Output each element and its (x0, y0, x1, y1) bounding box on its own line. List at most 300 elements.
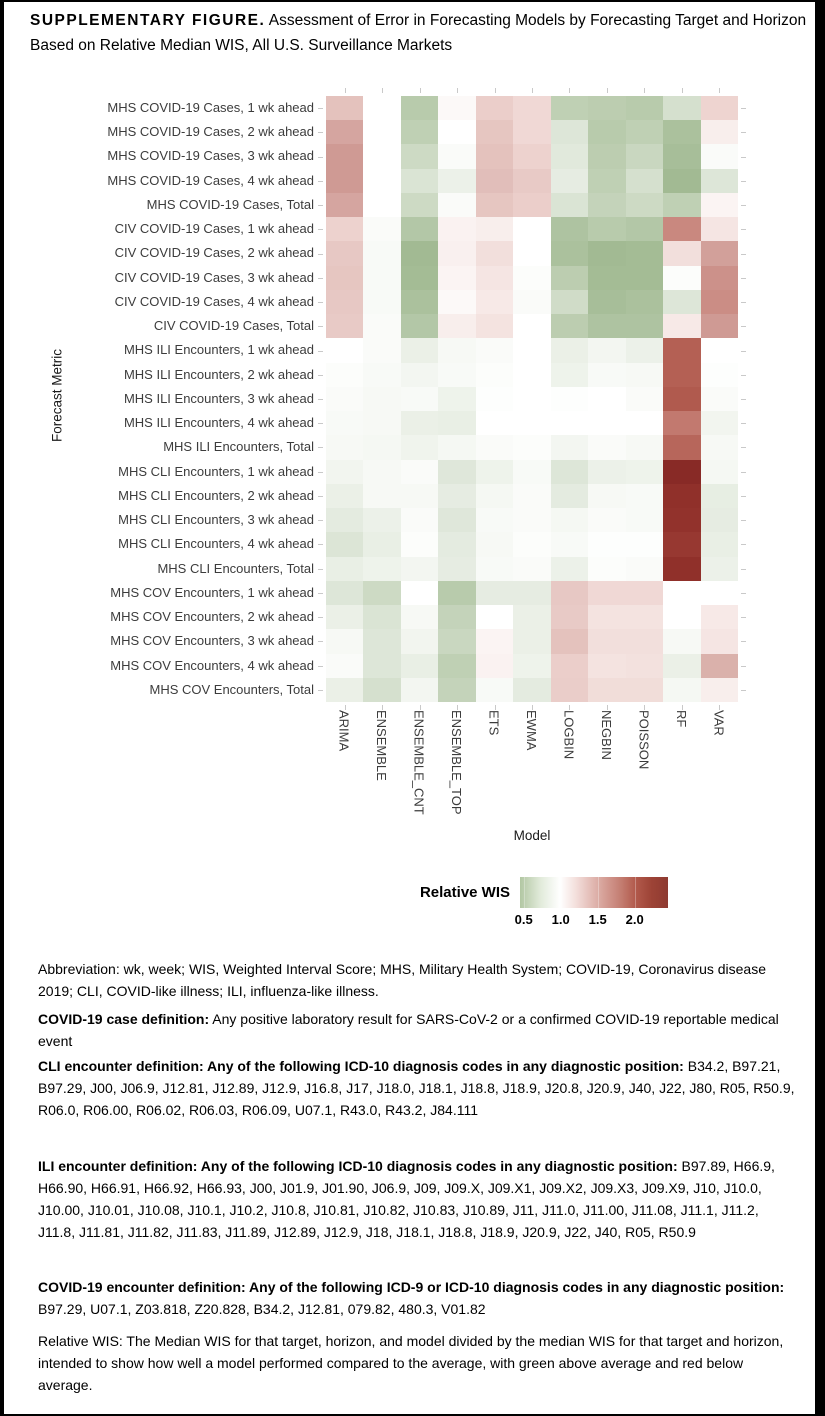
heatmap-cell (701, 581, 739, 606)
heatmap-cell (363, 266, 401, 291)
heatmap-cell (551, 169, 589, 194)
heatmap-cell (626, 314, 664, 339)
heatmap-cell (363, 581, 401, 606)
figure-title-text: Assessment of Error in Forecasting Models by Forecasting Target and Horizon Based on Relative Median WIS, All U.S. Surveillance Markets (30, 12, 807, 54)
heatmap-cell (588, 266, 626, 291)
axis-tick (318, 447, 323, 448)
heatmap-cell (326, 654, 364, 679)
heatmap-cell (513, 484, 551, 509)
note-text: B97.29, U07.1, Z03.818, Z20.828, B34.2, J12.81, 079.82, 480.3, V01.82 (38, 1301, 486, 1317)
axis-tick (741, 496, 746, 497)
heatmap-cell (701, 654, 739, 679)
heatmap-cell (476, 314, 514, 339)
heatmap-cell (326, 96, 364, 121)
column-label: ARIMA (336, 710, 352, 752)
heatmap-cell (326, 678, 364, 703)
heatmap-cell (438, 363, 476, 388)
column-label: RF (673, 710, 689, 728)
heatmap-cell (513, 266, 551, 291)
heatmap-cell (551, 629, 589, 654)
column-label: ETS (486, 710, 502, 736)
note-text: Any positive laboratory result for SARS-CoV-2 or a confirmed COVID-19 reportable medical event (38, 1011, 779, 1049)
heatmap-cell (701, 266, 739, 291)
heatmap-cell (626, 484, 664, 509)
heatmap-cell (701, 241, 739, 266)
axis-tick (741, 375, 746, 376)
heatmap-cell (513, 363, 551, 388)
heatmap-cell (626, 605, 664, 630)
heatmap-cell (513, 144, 551, 169)
heatmap-cell (663, 411, 701, 436)
heatmap-cell (551, 338, 589, 363)
row-label: CIV COVID-19 Cases, 2 wk ahead (114, 245, 314, 261)
heatmap-cell (626, 169, 664, 194)
heatmap-cell (663, 241, 701, 266)
heatmap-cell (588, 193, 626, 218)
axis-tick (607, 705, 608, 710)
note-bold-lead: ILI encounter definition: Any of the following ICD-10 diagnosis codes in any diagnostic position: (38, 1158, 678, 1174)
heatmap-cell (588, 435, 626, 460)
heatmap-cell (663, 217, 701, 242)
heatmap-cell (588, 169, 626, 194)
heatmap-cell (476, 169, 514, 194)
heatmap-cell (401, 241, 439, 266)
heatmap-cell (626, 678, 664, 703)
heatmap-cell (363, 532, 401, 557)
note-bold-lead: COVID-19 encounter definition: Any of the following ICD-9 or ICD-10 diagnosis codes in any diagnostic position: (38, 1279, 785, 1295)
axis-tick (318, 302, 323, 303)
heatmap-cell (363, 605, 401, 630)
axis-tick (741, 254, 746, 255)
heatmap-cell (663, 605, 701, 630)
row-label: MHS COV Encounters, 1 wk ahead (110, 584, 314, 600)
heatmap-cell (588, 96, 626, 121)
heatmap-cell (588, 363, 626, 388)
heatmap-cell (326, 508, 364, 533)
heatmap-cell (513, 460, 551, 485)
heatmap-cell (513, 532, 551, 557)
note-text: B97.89, H66.9, H66.90, H66.91, H66.92, H66.93, J00, J01.9, J01.90, J06.9, J09, J09.X, J09.X1, J09.X2, J09.X3, J09.X9, J10, J10.0, J10.00, J10.01, J10.08, J10.1, J10.2, J10.8, J10.81, J10.82, J10.83, J10.89, J11, J11.0, J11.00, J11.08, J11.1, J11.2, J11.8, J11.81, J11.82, J11.83, J11.89, J12.89, J12.9, J18, J18.1, J18.8, J18.9, J20.9, J22, J40, R05, R50.9 (38, 1158, 775, 1240)
heatmap-cell (626, 266, 664, 291)
axis-tick (682, 705, 683, 710)
heatmap-cell (476, 120, 514, 145)
heatmap-cell (551, 266, 589, 291)
heatmap-cell (476, 532, 514, 557)
heatmap-cell (626, 338, 664, 363)
heatmap-cell (551, 605, 589, 630)
heatmap-cell (476, 338, 514, 363)
axis-tick (318, 399, 323, 400)
heatmap-cell (551, 314, 589, 339)
heatmap-cell (476, 435, 514, 460)
heatmap-cell (476, 363, 514, 388)
scan-edge-top (0, 0, 825, 2)
axis-tick (741, 666, 746, 667)
row-label: MHS CLI Encounters, 1 wk ahead (118, 463, 314, 479)
row-label: MHS COVID-19 Cases, 3 wk ahead (107, 148, 314, 164)
row-label: MHS CLI Encounters, 4 wk ahead (118, 536, 314, 552)
heatmap-cell (626, 654, 664, 679)
column-label: ENSEMBLE (374, 710, 390, 781)
axis-tick (741, 157, 746, 158)
heatmap-cell (476, 411, 514, 436)
column-label: ENSEMBLE_CNT (411, 710, 427, 815)
heatmap-cell (663, 120, 701, 145)
heatmap-cell (663, 266, 701, 291)
scan-edge-right (815, 0, 825, 1416)
heatmap-cell (701, 532, 739, 557)
heatmap-cell (438, 120, 476, 145)
column-label: POISSON (636, 710, 652, 770)
axis-tick (318, 569, 323, 570)
heatmap-cell (363, 484, 401, 509)
heatmap-cell (476, 266, 514, 291)
heatmap-cell (663, 484, 701, 509)
heatmap-cell (626, 557, 664, 582)
axis-tick (318, 108, 323, 109)
heatmap-cell (476, 508, 514, 533)
row-label: MHS COV Encounters, 2 wk ahead (110, 609, 314, 625)
axis-tick (382, 705, 383, 710)
axis-tick (318, 666, 323, 667)
heatmap-cell (663, 290, 701, 315)
heatmap-cell (401, 460, 439, 485)
heatmap-cell (326, 290, 364, 315)
axis-tick (741, 326, 746, 327)
heatmap-cell (363, 678, 401, 703)
heatmap-cell (551, 435, 589, 460)
axis-tick (318, 326, 323, 327)
note-text: Relative WIS: The Median WIS for that target, horizon, and model divided by the median WIS for that target and horizon, intended to show how well a model performed compared to the average, with green above average and red below average. (38, 1333, 784, 1393)
heatmap-cell (701, 314, 739, 339)
heatmap-cell (363, 363, 401, 388)
heatmap-cell (513, 387, 551, 412)
heatmap-cell (401, 290, 439, 315)
heatmap-cell (476, 290, 514, 315)
heatmap-cell (663, 508, 701, 533)
heatmap-cell (551, 96, 589, 121)
axis-tick (644, 88, 645, 93)
heatmap-cell (513, 193, 551, 218)
heatmap-cell (626, 96, 664, 121)
heatmap-cell (551, 193, 589, 218)
axis-tick (532, 88, 533, 93)
heatmap-cell (701, 678, 739, 703)
heatmap-cell (326, 338, 364, 363)
heatmap-cell (476, 605, 514, 630)
row-label: MHS CLI Encounters, Total (157, 560, 314, 576)
heatmap-cell (401, 120, 439, 145)
axis-tick (457, 88, 458, 93)
heatmap-grid (326, 96, 738, 702)
axis-tick (644, 705, 645, 710)
axis-tick (318, 181, 323, 182)
axis-tick (318, 229, 323, 230)
heatmap-cell (513, 338, 551, 363)
heatmap-cell (663, 629, 701, 654)
heatmap-cell (326, 557, 364, 582)
heatmap-cell (438, 557, 476, 582)
heatmap-cell (588, 557, 626, 582)
axis-tick (382, 88, 383, 93)
heatmap-cell (438, 266, 476, 291)
row-label: MHS ILI Encounters, 4 wk ahead (123, 415, 314, 431)
heatmap-cell (401, 96, 439, 121)
heatmap-cell (438, 484, 476, 509)
heatmap-cell (588, 629, 626, 654)
heatmap-cell (513, 605, 551, 630)
heatmap-cell (363, 144, 401, 169)
heatmap-cell (588, 581, 626, 606)
axis-tick (318, 423, 323, 424)
heatmap-cell (326, 435, 364, 460)
heatmap-cell (476, 460, 514, 485)
axis-tick (741, 302, 746, 303)
heatmap-cell (401, 363, 439, 388)
heatmap-cell (701, 557, 739, 582)
heatmap-cell (438, 314, 476, 339)
heatmap-cell (438, 193, 476, 218)
column-label: NEGBIN (598, 710, 614, 760)
heatmap-cell (438, 435, 476, 460)
axis-tick (682, 88, 683, 93)
note-paragraph (38, 958, 795, 1002)
heatmap-cell (701, 217, 739, 242)
heatmap-cell (513, 557, 551, 582)
heatmap-cell (363, 460, 401, 485)
heatmap-cell (663, 532, 701, 557)
heatmap-cell (551, 144, 589, 169)
heatmap-cell (476, 96, 514, 121)
heatmap-cell (513, 120, 551, 145)
heatmap-cell (551, 484, 589, 509)
heatmap-cell (513, 581, 551, 606)
axis-tick (741, 423, 746, 424)
heatmap-cell (551, 120, 589, 145)
heatmap-cell (363, 557, 401, 582)
heatmap-cell (401, 508, 439, 533)
heatmap-cell (551, 508, 589, 533)
heatmap-cell (363, 290, 401, 315)
heatmap-cell (551, 411, 589, 436)
heatmap-cell (401, 217, 439, 242)
heatmap-cell (401, 678, 439, 703)
heatmap-cell (551, 387, 589, 412)
axis-tick (318, 351, 323, 352)
heatmap-cell (438, 144, 476, 169)
heatmap-cell (438, 508, 476, 533)
heatmap-cell (626, 629, 664, 654)
note-paragraph (38, 1155, 795, 1243)
axis-tick (532, 705, 533, 710)
legend-tick-mark (598, 877, 600, 908)
row-label: MHS COV Encounters, 4 wk ahead (110, 657, 314, 673)
row-label: MHS COVID-19 Cases, Total (146, 196, 314, 212)
row-label: CIV COVID-19 Cases, 1 wk ahead (114, 221, 314, 237)
axis-tick (741, 351, 746, 352)
heatmap-cell (363, 120, 401, 145)
axis-tick (318, 132, 323, 133)
figure-title-label: SUPPLEMENTARY FIGURE. (30, 12, 266, 29)
heatmap-cell (326, 387, 364, 412)
axis-tick (741, 108, 746, 109)
heatmap-cell (701, 411, 739, 436)
heatmap-cell (476, 193, 514, 218)
axis-tick (741, 181, 746, 182)
heatmap-cell (588, 338, 626, 363)
heatmap-cell (363, 435, 401, 460)
heatmap-cell (363, 654, 401, 679)
heatmap-cell (663, 193, 701, 218)
heatmap-cell (513, 314, 551, 339)
heatmap-cell (588, 605, 626, 630)
heatmap-cell (401, 654, 439, 679)
heatmap-cell (363, 169, 401, 194)
row-label: CIV COVID-19 Cases, Total (153, 318, 314, 334)
heatmap-cell (551, 654, 589, 679)
heatmap-cell (513, 217, 551, 242)
axis-tick (719, 705, 720, 710)
heatmap-cell (438, 169, 476, 194)
heatmap-cell (551, 241, 589, 266)
column-label: EWMA (524, 710, 539, 751)
heatmap-cell (326, 484, 364, 509)
heatmap-cell (326, 605, 364, 630)
axis-tick (607, 88, 608, 93)
heatmap-cell (626, 290, 664, 315)
heatmap-cell (588, 314, 626, 339)
legend-tick-label: 0.5 (514, 912, 533, 927)
heatmap-cell (626, 387, 664, 412)
heatmap-cell (438, 629, 476, 654)
column-label: VAR (711, 710, 727, 736)
axis-tick (741, 278, 746, 279)
axis-tick (345, 705, 346, 710)
heatmap-cell (588, 508, 626, 533)
heatmap-cell (401, 338, 439, 363)
heatmap-cell (401, 532, 439, 557)
axis-tick (318, 617, 323, 618)
row-label: CIV COVID-19 Cases, 3 wk ahead (114, 269, 314, 285)
heatmap-cell (326, 629, 364, 654)
heatmap-cell (401, 314, 439, 339)
axis-tick (741, 132, 746, 133)
heatmap-cell (701, 629, 739, 654)
heatmap-cell (438, 654, 476, 679)
axis-tick (420, 705, 421, 710)
heatmap-cell (588, 241, 626, 266)
heatmap-cell (363, 387, 401, 412)
heatmap-cell (626, 581, 664, 606)
heatmap-cell (363, 338, 401, 363)
heatmap-cell (401, 629, 439, 654)
heatmap-cell (438, 460, 476, 485)
heatmap-cell (476, 557, 514, 582)
note-bold-lead: CLI encounter definition: Any of the following ICD-10 diagnosis codes in any diagnostic position: (38, 1058, 684, 1074)
heatmap-cell (663, 314, 701, 339)
heatmap-cell (401, 435, 439, 460)
heatmap-cell (401, 266, 439, 291)
axis-tick (318, 520, 323, 521)
axis-tick (741, 447, 746, 448)
heatmap-cell (701, 96, 739, 121)
row-label: MHS COVID-19 Cases, 1 wk ahead (107, 100, 314, 115)
heatmap-cell (626, 508, 664, 533)
note-paragraph (38, 1055, 795, 1121)
heatmap-cell (401, 193, 439, 218)
row-label: MHS CLI Encounters, 2 wk ahead (118, 487, 314, 503)
heatmap-cell (701, 460, 739, 485)
heatmap-cell (663, 96, 701, 121)
heatmap-cell (626, 144, 664, 169)
heatmap-cell (513, 678, 551, 703)
heatmap-cell (588, 387, 626, 412)
heatmap-cell (401, 411, 439, 436)
note-paragraph (38, 1008, 795, 1052)
heatmap-cell (476, 654, 514, 679)
heatmap-cell (551, 581, 589, 606)
heatmap-cell (401, 605, 439, 630)
heatmap-cell (401, 557, 439, 582)
legend-tick-label: 1.0 (551, 912, 570, 927)
row-label: MHS ILI Encounters, 1 wk ahead (123, 342, 314, 358)
heatmap-cell (476, 144, 514, 169)
heatmap-cell (438, 581, 476, 606)
heatmap-cell (701, 484, 739, 509)
heatmap-cell (588, 217, 626, 242)
heatmap-cell (588, 460, 626, 485)
axis-tick (318, 544, 323, 545)
legend-tick-label: 1.5 (588, 912, 607, 927)
heatmap-cell (401, 387, 439, 412)
axis-tick (719, 88, 720, 93)
axis-tick (495, 88, 496, 93)
heatmap-cell (663, 144, 701, 169)
heatmap-cell (326, 460, 364, 485)
heatmap-cell (438, 605, 476, 630)
heatmap-cell (626, 241, 664, 266)
row-label: MHS COVID-19 Cases, 4 wk ahead (107, 172, 314, 188)
heatmap-cell (363, 411, 401, 436)
note-paragraph (38, 1276, 795, 1320)
axis-tick (741, 472, 746, 473)
heatmap-cell (701, 193, 739, 218)
note-paragraph (38, 1330, 795, 1396)
heatmap-cell (701, 120, 739, 145)
heatmap-cell (701, 144, 739, 169)
heatmap-cell (363, 314, 401, 339)
scan-edge-left (0, 0, 4, 1416)
axis-tick (741, 569, 746, 570)
row-label: MHS ILI Encounters, 2 wk ahead (123, 366, 314, 382)
heatmap-cell (326, 217, 364, 242)
axis-tick (741, 617, 746, 618)
heatmap-cell (438, 290, 476, 315)
axis-tick (741, 520, 746, 521)
heatmap-cell (626, 411, 664, 436)
heatmap-cell (401, 144, 439, 169)
heatmap-cell (326, 120, 364, 145)
heatmap-cell (363, 241, 401, 266)
axis-tick (318, 593, 323, 594)
column-label: LOGBIN (561, 710, 577, 760)
heatmap-cell (701, 338, 739, 363)
axis-tick (741, 593, 746, 594)
heatmap-cell (663, 387, 701, 412)
heatmap-cell (326, 193, 364, 218)
heatmap-cell (626, 532, 664, 557)
heatmap-cell (326, 363, 364, 388)
